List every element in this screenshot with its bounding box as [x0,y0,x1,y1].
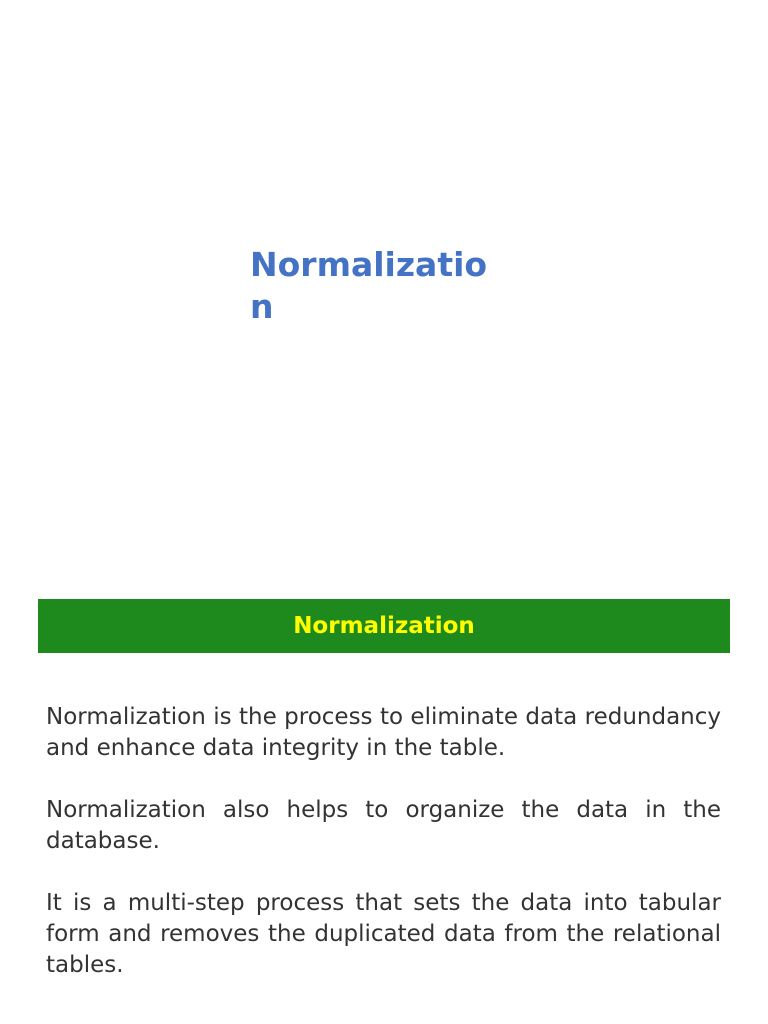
section-banner [38,599,730,653]
paragraph-organize: Normalization also helps to organize the data in the database. [46,797,721,854]
paragraph-definition: Normalization is the process to eliminate data redundancy and enhance data integrity in the table. [46,704,721,761]
paragraph-process: It is a multi-step process that sets the data into tabular form and removes the duplicated data from the relational tables. [46,890,721,978]
section-banner-label: Normalization [293,613,475,639]
document-title: Normalization [250,245,488,326]
body-text [46,702,721,1012]
